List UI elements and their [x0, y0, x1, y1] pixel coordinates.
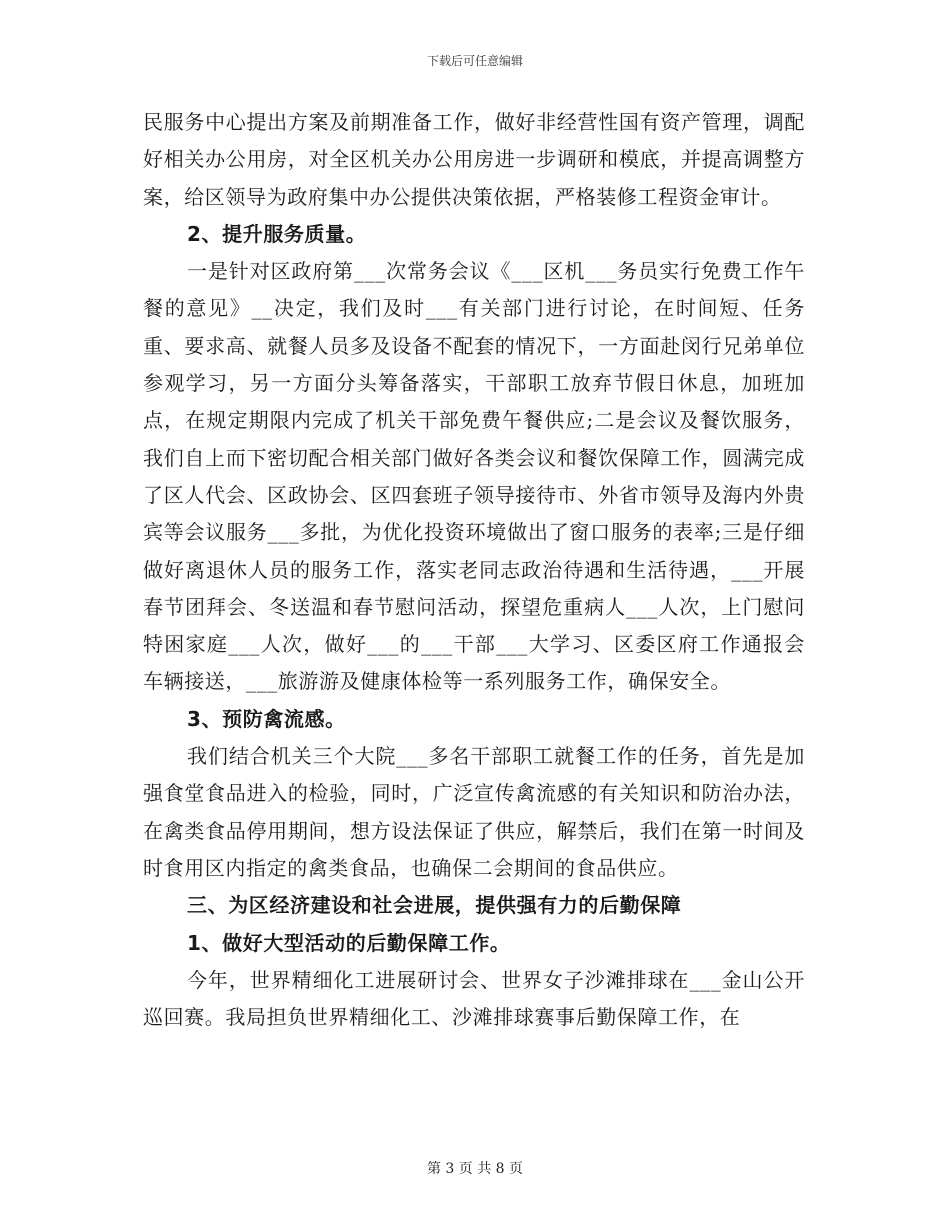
- page-number: 第 3 页 共 8 页: [426, 1161, 524, 1177]
- paragraph-major-events: 今年，世界精细化工进展研讨会、世界女子沙滩排球在___金山公开巡回赛。我局担负世界精细化工、沙滩排球赛事后勤保障工作，在: [143, 967, 805, 1030]
- section-heading-service-quality: 2、提升服务质量。: [187, 221, 367, 246]
- paragraph-service-quality: 一是针对区政府第___次常务会议《___区机___务员实行免费工作午餐的意见》__决定，我们及时___有关部门进行讨论，在时间短、任务重、要求高、就餐人员多及设备不配套的情况下，一方面赴闵行兄弟单位参观学习，另一方面分头筹备落实，干部职工放弃节假日休息，加班加点，在规定期限内完成了机关干部免费午餐供应;二是会议及餐饮服务，我们自上而下密切配合相关部门做好各类会议和餐饮保障工作，圆满完成了区人代会、区政协会、区四套班子领导接待市、外省市领导及海内外贵宾等会议服务___多批，为优化投资环境做出了窗口服务的表率;三是仔细做好离退休人员的服务工作，落实老同志政治待遇和生活待遇，___开展春节团拜会、冬送温和春节慰问活动，探望危重病人___人次，上门慰问特困家庭___人次，做好___的___干部___大学习、区委区府工作通报会车辆接送，___旅游游及健康体检等一系列服务工作，确保安全。: [143, 259, 805, 694]
- paragraph-bird-flu: 我们结合机关三个大院___多名干部职工就餐工作的任务，首先是加强食堂食品进入的检验，同时，广泛宣传禽流感的有关知识和防治办法，在禽类食品停用期间，想方设法保证了供应，解禁后，我们在第一时间及时食用区内指定的禽类食品，也确保二会期间的食品供应。: [143, 744, 805, 880]
- section-heading-logistics-support: 三、为区经济建设和社会进展，提供强有力的后勤保障: [187, 893, 682, 918]
- page-header: 下载后可任意编辑: [426, 54, 523, 68]
- paragraph-continued: 民服务中心提出方案及前期准备工作，做好非经营性国有资产管理，调配好相关办公用房，对全区机关办公用房进一步调研和模底，并提高调整方案，给区领导为政府集中办公提供决策依据，严格装修工程资金审计。: [143, 110, 805, 209]
- section-heading-major-events: 1、做好大型活动的后勤保障工作。: [187, 930, 511, 955]
- document-body: [143, 104, 805, 1036]
- section-heading-bird-flu: 3、预防禽流感。: [187, 706, 346, 731]
